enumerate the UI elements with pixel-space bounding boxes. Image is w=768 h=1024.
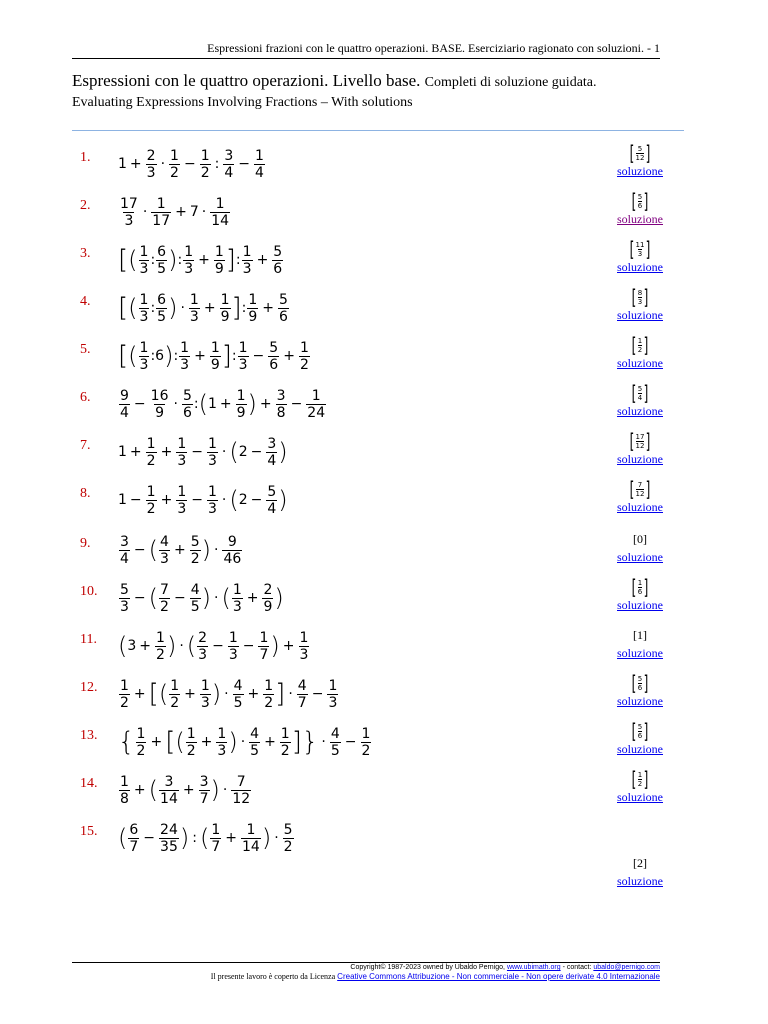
exercise-number: 9. <box>80 536 91 551</box>
solution-link[interactable]: soluzione <box>617 646 663 660</box>
exercise-10 <box>0 575 768 628</box>
email-link[interactable]: ubaldo@pernigo.com <box>593 964 660 971</box>
footer-license <box>72 972 660 982</box>
solution-link[interactable]: soluzione <box>617 404 663 418</box>
expression: ( 6 7 − $\frac{24}{35}$ ) : ( 1 7 + $\frac{1}{14}$ ) · 5 2 <box>118 821 293 855</box>
result <box>604 382 676 418</box>
exercise-3 <box>0 237 768 290</box>
exercise-6 <box>0 381 768 434</box>
solution-link[interactable]: soluzione <box>617 694 663 708</box>
exercise-12 <box>0 671 768 724</box>
result <box>604 852 676 888</box>
solution-link[interactable]: soluzione <box>617 500 663 514</box>
expression: 17 3 · 1 17 + 7 · 1 14 <box>120 195 230 229</box>
exercise-1 <box>0 141 768 194</box>
exercise-8 <box>0 477 768 530</box>
expression: 3 4 − ( 4 3 + $\frac{5}{2}$ ) · 9 46 <box>120 533 242 567</box>
license-link[interactable]: Creative Commons Attribuzione - Non commerciale - Non opere derivate 4.0 Internazionale <box>337 972 660 981</box>
page-title-tail: Completi di soluzione guidata. <box>424 75 597 90</box>
exercise-14 <box>0 767 768 820</box>
answer: [ 5 6 ] <box>631 189 649 213</box>
exercise-4 <box>0 285 768 338</box>
result <box>604 190 676 226</box>
running-header: Espressioni frazioni con le quattro operazioni. BASE. Eserciziario ragionato con soluzioni. - 1 <box>72 40 660 59</box>
expression: 5 3 − ( 7 2 − $\frac{4}{5}$ ) · ( 1 3 + $\frac{2}{9}$ ) <box>120 581 284 615</box>
exercise-number: 6. <box>80 390 91 405</box>
page-subtitle-english: Evaluating Expressions Involving Fractions – With solutions <box>72 95 413 110</box>
exercise-number: 8. <box>80 486 91 501</box>
expression: { 1 2 + [ ( 1 2 + $\frac{1}{3}$ ) · 4 5 + $\frac{1}{2}$ ] } · 4 5 − $\frac{1}{2}$ <box>118 725 371 759</box>
exercise-2 <box>0 189 768 242</box>
copyright-text: Copyright© 1987-2023 owned by Ubaldo Pernigo, <box>350 964 505 971</box>
result <box>604 142 676 178</box>
exercise-number: 7. <box>80 438 91 453</box>
expression: ( 3 + $\frac{1}{2}$ ) · ( 2 3 − $\frac{1}{3}$ − $\frac{1}{7}$ ) + $\frac{1}{3}$ <box>118 629 309 663</box>
expression: [ ( 1 3 : 6 5 ) : 1 3 + $\frac{1}{9}$ ] : 1 3 + $\frac{5}{6}$ <box>118 243 283 277</box>
expression: 1 − $\frac{1}{2}$ + $\frac{1}{3}$ − $\frac{1}{3}$ · ( 2 − $\frac{5}{4}$ ) <box>118 483 288 517</box>
solution-link[interactable]: soluzione <box>617 356 663 370</box>
answer: [ 1 6 ] <box>631 575 649 599</box>
exercise-5 <box>0 333 768 386</box>
exercise-number: 15. <box>80 824 98 839</box>
result <box>604 624 676 660</box>
exercise-number: 11. <box>80 632 97 647</box>
contact-label: - contact: <box>562 964 592 971</box>
exercise-number: 1. <box>80 150 91 165</box>
expression: [ ( 1 3 : 6 5 ) · 1 3 + $\frac{1}{9}$ ] : 1 9 + $\frac{5}{6}$ <box>118 291 288 325</box>
expression: 1 + $\frac{2}{3}$ · 1 2 − $\frac{1}{2}$ : 3 4 − $\frac{1}{4}$ <box>118 147 264 181</box>
result <box>604 720 676 756</box>
answer: [ 8 3 ] <box>631 285 649 309</box>
answer: [ 5 12 ] <box>629 141 651 165</box>
answer: [ 5 6 ] <box>631 719 649 743</box>
exercise-11 <box>0 627 768 676</box>
solution-link[interactable]: soluzione <box>617 550 663 564</box>
exercise-number: 10. <box>80 584 98 599</box>
solution-link[interactable]: soluzione <box>617 260 663 274</box>
page-title <box>72 70 692 94</box>
result <box>604 528 676 564</box>
exercise-13 <box>0 719 768 772</box>
answer: [ 5 6 ] <box>631 671 649 695</box>
result <box>604 576 676 612</box>
answer: [ 7 12 ] <box>629 477 651 501</box>
answer: [ 1 2 ] <box>631 767 649 791</box>
exercise-9 <box>0 531 768 580</box>
solution-link[interactable]: soluzione <box>617 598 663 612</box>
page-title-main: Espressioni con le quattro operazioni. Livello base. <box>72 71 421 90</box>
result <box>604 672 676 708</box>
exercise-number: 14. <box>80 776 98 791</box>
expression: [ ( 1 3 :6 ) : 1 3 + $\frac{1}{9}$ ] : 1 3 − $\frac{5}{6}$ + $\frac{1}{2}$ <box>118 339 309 373</box>
footer-copyright <box>72 963 660 972</box>
result <box>604 478 676 514</box>
exercise-7 <box>0 429 768 482</box>
exercise-number: 12. <box>80 680 98 695</box>
solution-link[interactable]: soluzione <box>617 452 663 466</box>
solution-link[interactable]: soluzione <box>617 308 663 322</box>
answer: [ 17 12 ] <box>629 429 651 453</box>
exercise-number: 2. <box>80 198 91 213</box>
result <box>604 430 676 466</box>
exercise-number: 5. <box>80 342 91 357</box>
exercise-15 <box>0 821 768 888</box>
solution-link[interactable]: soluzione <box>617 790 663 804</box>
exercise-number: 4. <box>80 294 91 309</box>
license-text: Il presente lavoro è coperto da Licenza <box>210 972 336 981</box>
site-link[interactable]: www.ubimath.org <box>506 964 561 971</box>
result <box>604 238 676 274</box>
answer: [1] <box>633 627 647 642</box>
expression: 9 4 − $\frac{16}{9}$ · 5 6 : ( 1 + $\frac{1}{9}$ ) + $\frac{3}{8}$ − $\frac{1}{24}$ <box>120 387 326 421</box>
result <box>604 334 676 370</box>
answer: [ 11 3 ] <box>629 237 651 261</box>
expression: 1 2 + [ ( 1 2 + $\frac{1}{3}$ ) · 4 5 + $\frac{1}{2}$ ] · 4 7 − $\frac{1}{3}$ <box>120 677 338 711</box>
expression: 1 8 + ( 3 14 + $\frac{3}{7}$ ) · 7 12 <box>120 773 251 807</box>
answer: [0] <box>633 531 647 546</box>
result <box>604 768 676 804</box>
solution-link[interactable]: soluzione <box>617 164 663 178</box>
solution-link[interactable]: soluzione <box>617 874 663 888</box>
solution-link[interactable]: soluzione <box>617 212 663 226</box>
exercise-number: 3. <box>80 246 91 261</box>
answer: [ 5 4 ] <box>631 381 649 405</box>
exercise-number: 13. <box>80 728 98 743</box>
result <box>604 286 676 322</box>
expression: 1 + $\frac{1}{2}$ + $\frac{1}{3}$ − $\frac{1}{3}$ · ( 2 − $\frac{3}{4}$ ) <box>118 435 288 469</box>
answer: [ 1 2 ] <box>631 333 649 357</box>
title-divider <box>72 130 684 131</box>
answer: [2] <box>633 855 647 870</box>
solution-link[interactable]: soluzione <box>617 742 663 756</box>
